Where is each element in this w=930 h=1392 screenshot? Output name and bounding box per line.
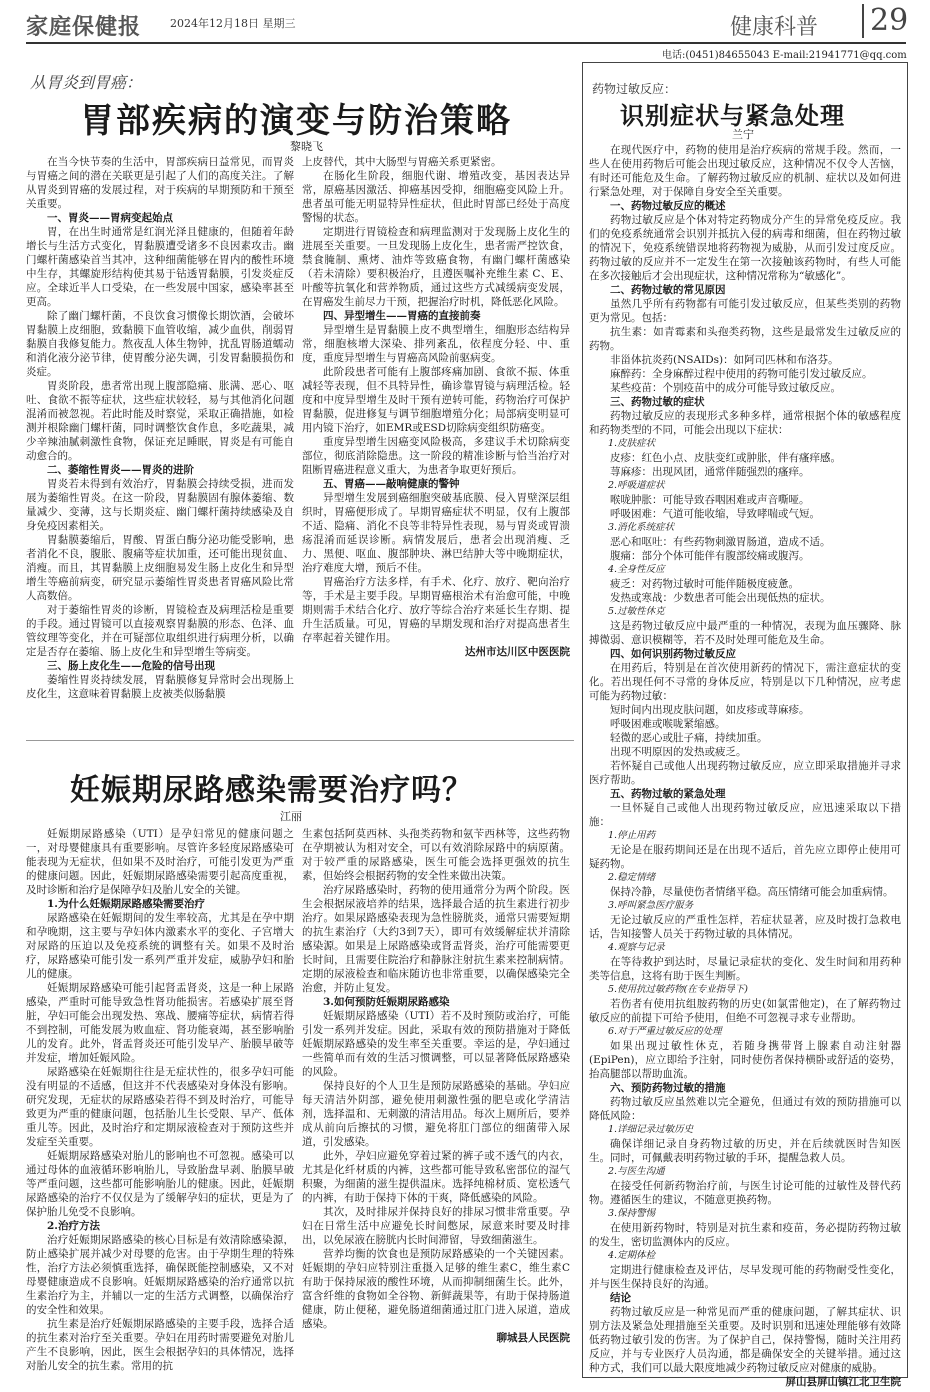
paragraph: 萎缩性胃炎持续发展，胃黏膜修复异常时会出现肠上皮化生，这意味着胃黏膜上皮被类似肠黏膜	[26, 674, 294, 700]
section-heading: 3.如何预防妊娠期尿路感染	[323, 996, 450, 1008]
paragraph: 治疗尿路感染时，药物的使用通常分为两个阶段。医生会根据尿液培养的结果，选择最合适的抗生素进行初步治疗。如果尿路感染表现为急性膀胱炎，通常只需要短期的抗生素治疗（大约3到7天），即可有效缓解症状并清除感染源。如果是上尿路感染或肾盂肾炎，治疗可能需要更长时间，且需要住院治疗和静脉注射抗生素来控制病情。定期的尿液检查和临床随访也非常重要，以确保感染完全治愈，并防止复发。	[302, 884, 570, 994]
paragraph: 对于萎缩性胃炎的诊断，胃镜检查及病理活检是重要的手段。通过胃镜可以直接观察胃黏膜的形态、色泽、血管纹理等变化，并在可疑部位取组织进行病理分析，以确定是否存在萎缩、肠上皮化生和异型增生等病变。	[26, 604, 294, 658]
paragraph: 尿路感染在妊娠期间的发生率较高，尤其是在孕中期和孕晚期，这主要与孕妇体内激素水平的变化、子宫增大对尿路的压迫以及免疫系统的调整有关。如果不及时治疗，尿路感染可能引发一系列严重并发症，威胁孕妇和胎儿的健康。	[26, 912, 294, 980]
paragraph: 治疗妊娠期尿路感染的核心目标是有效清除感染源，防止感染扩展并减少对母婴的危害。由于孕期生理的特殊性，治疗方法必须慎重选择，确保既能控制感染，又不对母婴健康造成不良影响。妊娠期尿路感染的治疗通常以抗生素治疗为主，并辅以一定的生活方式调整，以确保治疗的安全性和效果。	[26, 1234, 294, 1316]
paragraph: 一旦怀疑自己或他人出现药物过敏反应，应迅速采取以下措施：	[589, 802, 901, 828]
section-heading: 一、胃炎——胃病变起始点	[47, 212, 173, 224]
paragraph: 保持冷静，尽量使伤者情绪平稳。高压情绪可能会加重病情。	[610, 886, 894, 898]
paragraph: 药物过敏反应是个体对特定药物成分产生的异常免疫反应。我们的免疫系统通常会识别并抵抗入侵的病毒和细菌，但在药物过敏的情况下，免疫系统错误地将药物视为威胁，从而引发过度反应。药物过敏的反应并不一定发生在第一次接触该药物时，有些人可能在多次接触后才会出现症状，这种情况常称为“敏感化”。	[589, 214, 901, 282]
subheading: 4.观察与记录	[608, 942, 665, 953]
page-header	[0, 0, 930, 44]
paragraph: 在等待救护到达时，尽量记录症状的变化、发生时间和用药种类等信息，这将有助于医生判断。	[589, 956, 901, 982]
paragraph: 无论是在服药期间还是在出现不适后，首先应立即停止使用可疑药物。	[589, 844, 901, 870]
article-divider	[26, 740, 574, 741]
paragraph: 这是药物过敏反应中最严重的一种情况，表现为血压骤降、脉搏微弱、意识模糊等，若不及时处理可能危及生命。	[589, 620, 901, 646]
section-heading: 2.治疗方法	[47, 1220, 100, 1232]
paragraph: 虽然几乎所有药物都有可能引发过敏反应，但某些类别的药物更为常见。包括：	[589, 298, 901, 324]
paragraph: 药物过敏反应是一种常见而严重的健康问题，了解其症状、识别方法及紧急处理措施至关重要。及时识别和迅速处理能够有效降低药物过敏引发的伤害。为了保护自己，保持警惕，随时关注用药反应，并与专业医疗人员沟通，都是确保安全的关键举措。通过这种方式，我们可以最大限度地减少药物过敏反应对健康的威胁。	[589, 1306, 901, 1374]
paragraph: 定期进行健康检查及评估，尽早发现可能的药物耐受性变化，并与医生保持良好的沟通。	[589, 1264, 901, 1290]
paragraph: 胃，在出生时通常是红润光泽且健康的，但随着年龄增长与生活方式变化，胃黏膜遭受诸多不良因素攻击。幽门螺杆菌感染首当其冲，这种细菌能够在胃内的酸性环境中生存，其螺旋形结构使其易于钻透胃黏膜，引发炎症反应。全球近半人口受染，在一些发展中国家，感染率甚至更高。	[26, 226, 294, 308]
paragraph: 此阶段患者可能有上腹部疼痛加剧、食欲不振、体重减轻等表现，但不具特异性，确诊靠胃镜与病理活检。轻度和中度异型增生及时干预有逆转可能，药物治疗可保护胃黏膜，促进修复与调节细胞增殖分化；局部病变明显可用内镜下治疗，如EMR或ESD切除病变组织防癌变。	[302, 366, 570, 434]
subheading: 2.呼吸道症状	[608, 480, 665, 491]
article1-column-1	[26, 155, 294, 735]
paragraph: 恶心和呕吐：有些药物刺激胃肠道，造成不适。	[610, 536, 831, 548]
subheading: 3.呼叫紧急医疗服务	[608, 900, 694, 911]
paragraph: 定期进行胃镜检查和病理监测对于发现肠上皮化生的进展至关重要。一旦发现肠上皮化生，患者需严控饮食，禁食腌制、熏烤、油炸等致癌食物，有幽门螺杆菌感染（若未清除）要积极治疗，且遵医嘱补充维生素 C、E、叶酸等抗氧化和营养物质，通过这些方式减缓病变发展，在胃癌发生前尽力干预，把握治疗时机，降低恶化风险。	[302, 226, 570, 308]
subheading: 1.停止用药	[608, 830, 656, 841]
byline-institution: 聊城县人民医院	[496, 1332, 570, 1344]
article1-title: 胃部疾病的演变与防治策略	[80, 101, 512, 141]
subheading: 5.使用抗过敏药物(在专业指导下)	[608, 984, 748, 995]
section-heading: 四、如何识别药物过敏反应	[610, 648, 736, 660]
paragraph: 药物过敏反应的表现形式多种多样，通常根据个体的敏感程度和药物类型的不同，可能会出现以下症状：	[589, 410, 901, 436]
paragraph: 除了幽门螺杆菌，不良饮食习惯像长期饮酒，会破坏胃黏膜上皮细胞，致黏膜下血管收缩，减少血供，削弱胃黏膜自我修复能力。熬夜乱人体生物钟，扰乱胃肠道蠕动和消化液分泌节律，使胃酸分泌失调，引发胃黏膜损伤和炎症。	[26, 310, 294, 378]
article3-kicker: 药物过敏反应：	[592, 82, 677, 96]
paragraph: 妊娠期尿路感染可能引起肾盂肾炎，这是一种上尿路感染，严重时可能导致急性肾功能损害。若感染扩展至肾脏，孕妇可能会出现发热、寒战、腰痛等症状，病情若得不到控制，可能发展为败血症、肾功能衰竭，甚至影响胎儿的发育。此外，肾盂肾炎还可能引发早产、胎膜早破等并发症，增加妊娠风险。	[26, 982, 294, 1064]
article2-author: 江丽	[280, 810, 302, 823]
paragraph-continued: 上皮替代，其中大肠型与胃癌关系更紧密。	[302, 156, 502, 168]
section-heading: 二、萎缩性胃炎——胃炎的进阶	[47, 464, 194, 476]
paragraph: 皮疹：红色小点、皮肤变红或肿胀，伴有瘙痒感。	[610, 452, 841, 464]
paragraph: 妊娠期尿路感染（UTI）是孕妇常见的健康问题之一，对母婴健康具有重要影响。尽管许多轻度尿路感染可能表现为无症状，但如果不及时治疗，可能引发更为严重的健康问题。因此，妊娠期尿路感染需要引起高度重视，及时诊断和治疗是保障孕妇及胎儿安全的关键。	[26, 828, 294, 896]
paragraph: 呼吸困难或喉咙紧缩感。	[610, 718, 726, 730]
section-heading: 三、肠上皮化生——危险的信号出现	[47, 660, 215, 672]
paragraph: 在使用新药物时，特别是对抗生素和疫苗，务必提防药物过敏的发生，密切监测体内的反应。	[589, 1222, 901, 1248]
section-heading: 四、异型增生——胃癌的直接前奏	[323, 310, 481, 322]
masthead: 家庭保健报	[26, 14, 142, 40]
paragraph: 在肠化生阶段，细胞代谢、增殖改变，基因表达异常，原癌基因激活、抑癌基因受抑，细胞癌变风险上升。患者虽可能无明显特异性症状，但此时胃部已经处于高度警惕的状态。	[302, 170, 570, 224]
section-heading: 二、药物过敏的常见原因	[610, 284, 726, 296]
paragraph: 若怀疑自己或他人出现药物过敏反应，应立即采取措施并寻求医疗帮助。	[589, 760, 901, 786]
subheading: 3.消化系统症状	[608, 522, 675, 533]
subheading: 3.保持警惕	[608, 1208, 656, 1219]
paragraph: 某些疫苗：个别疫苗中的成分可能导致过敏反应。	[610, 382, 841, 394]
article3-body	[589, 143, 901, 1388]
paragraph: 药物过敏反应虽然难以完全避免，但通过有效的预防措施可以降低风险：	[589, 1096, 901, 1122]
paragraph: 喉咙肿胀：可能导致吞咽困难或声音嘶哑。	[610, 494, 810, 506]
paragraph-continued: 生素包括阿莫西林、头孢类药物和氨苄西林等，这些药物在孕期被认为相对安全，可以有效消除尿路中的病原菌。对于较严重的尿路感染，医生可能会选择更强效的抗生素，但始终会根据药物的安全性来做出决策。	[302, 828, 570, 882]
paragraph: 呼吸困难：气道可能收缩，导致哮喘或气短。	[610, 508, 820, 520]
article1-kicker: 从胃炎到胃癌：	[30, 73, 143, 92]
section-heading: 五、胃癌——敲响健康的警钟	[323, 478, 460, 490]
section-heading: 一、药物过敏反应的概述	[610, 200, 726, 212]
paragraph: 如果出现过敏性休克，若随身携带肾上腺素自动注射器(EpiPen)，应立即给予注射，同时使伤者保持横卧或舒适的姿势，抬高腿部以帮助血流。	[589, 1040, 901, 1080]
paragraph: 异型增生是胃黏膜上皮不典型增生，细胞形态结构异常，细胞核增大深染、排列紊乱，依程度分轻、中、重度，重度异型增生与胃癌高风险前驱病变。	[302, 324, 570, 364]
subheading: 2.与医生沟通	[608, 1166, 665, 1177]
paragraph: 短时间内出现皮肤问题，如皮疹或荨麻疹。	[610, 704, 810, 716]
article3-title: 识别症状与紧急处理	[620, 101, 845, 130]
paragraph: 胃炎若未得到有效治疗，胃黏膜会持续受损，进而发展为萎缩性胃炎。在这一阶段，胃黏膜固有腺体萎缩、数量减少、变薄，这与长期炎症、幽门螺杆菌持续感染及自身免疫因素相关。	[26, 478, 294, 532]
subheading: 1.皮肤症状	[608, 438, 656, 449]
paragraph: 在现代医疗中，药物的使用是治疗疾病的常规手段。然而，一些人在使用药物后可能会出现过敏反应，这种情况不仅令人苦恼，有时还可能危及生命。了解药物过敏反应的机制、症状以及如何进行紧急处理，对于保障自身安全至关重要。	[589, 144, 901, 198]
page-number: 29	[862, 4, 908, 38]
paragraph: 发热或寒战：少数患者可能会出现低热的症状。	[610, 592, 831, 604]
header-rule	[26, 42, 906, 44]
section-title: 健康科普	[730, 15, 819, 40]
paragraph: 其次，及时排尿并保持良好的排尿习惯非常重要。孕妇在日常生活中应避免长时间憋尿，尿意来时要及时排出，以免尿液在膀胱内长时间滞留，导致细菌滋生。	[302, 1206, 570, 1246]
section-heading: 三、药物过敏的症状	[610, 396, 705, 408]
paragraph: 妊娠期尿路感染（UTI）若不及时预防或治疗，可能引发一系列并发症。因此，采取有效的预防措施对于降低妊娠期尿路感染的发生率至关重要。幸运的是，孕妇通过一些简单而有效的生活习惯调整，可以显著降低尿路感染的风险。	[302, 1010, 570, 1078]
paragraph: 抗生素：如青霉素和头孢类药物，这些是最常发生过敏反应的药物。	[589, 326, 901, 352]
paragraph: 保持良好的个人卫生是预防尿路感染的基础。孕妇应每天清洁外阴部，避免使用刺激性强的肥皂或化学清洁剂，选择温和、无刺激的清洁用品。每次上厕所后，要养成从前向后擦拭的习惯，避免将肛门部位的细菌带入尿道，引发感染。	[302, 1080, 570, 1148]
subheading: 4.全身性反应	[608, 564, 665, 575]
byline-institution: 达州市达川区中医医院	[465, 646, 570, 658]
paragraph: 胃黏膜萎缩后，胃酸、胃蛋白酶分泌功能受影响，患者消化不良，腹胀、腹痛等症状加重，还可能出现贫血、消瘦。而且，其胃黏膜上皮细胞易发生肠上皮化生和异型增生等癌前病变，研究显示萎缩性胃炎患者胃癌风险比常人高数倍。	[26, 534, 294, 602]
subheading: 2.稳定情绪	[608, 872, 656, 883]
paragraph: 此外，孕妇应避免穿着过紧的裤子或不透气的内衣，尤其是化纤材质的内裤，这些都可能导致私密部位的湿气积聚，为细菌的滋生提供温床。选择纯棉材质、宽松透气的内裤，有助于保持下体的干爽，降低感染的风险。	[302, 1150, 570, 1204]
section-heading: 六、预防药物过敏的措施	[610, 1082, 726, 1094]
paragraph: 胃癌治疗方法多样，有手术、化疗、放疗、靶向治疗等，手术是主要手段。早期胃癌根治术有治愈可能，中晚期则需手术结合化疗、放疗等综合治疗来延长生存期、提升生活质量。可见，胃癌的早期发现和治疗对提高患者生存率起着关键作用。	[302, 576, 570, 644]
article1-author: 黎晓飞	[290, 140, 323, 153]
article3-author: 兰宁	[732, 128, 754, 141]
paragraph: 在接受任何新药物治疗前，与医生讨论可能的过敏性及替代药物。遵循医生的建议，不随意更换药物。	[589, 1180, 901, 1206]
section-heading: 1.为什么妊娠期尿路感染需要治疗	[47, 898, 205, 910]
article2-title: 妊娠期尿路感染需要治疗吗？	[70, 773, 473, 808]
paragraph: 在用药后，特别是在首次使用新药的情况下，需注意症状的变化。若出现任何不寻常的身体反应，特别是以下几种情况，应考虑可能为药物过敏：	[589, 662, 901, 702]
paragraph: 异型增生发展到癌细胞突破基底膜、侵入胃壁深层组织时，胃癌便形成了。早期胃癌症状不明显，仅有上腹部不适、隐痛、消化不良等非特异性表现，易与胃炎或胃溃疡混淆而延误诊断。病情发展后，患者会出现消瘦、乏力、黑便、呕血、腹部肿块、淋巴结肿大等中晚期症状，治疗难度大增，预后不佳。	[302, 492, 570, 574]
paragraph: 抗生素是治疗妊娠期尿路感染的主要手段，选择合适的抗生素对治疗至关重要。孕妇在用药时需要避免对胎儿产生不良影响，因此，医生会根据孕妇的具体情况，选择对胎儿安全的抗生素。常用的抗	[26, 1318, 294, 1372]
paragraph: 尿路感染在妊娠期往往是无症状性的，很多孕妇可能没有明显的不适感，但这并不代表感染对身体没有影响。研究发现，无症状的尿路感染若得不到及时治疗，可能导致更为严重的健康问题，包括胎儿生长受限、早产、低体重儿等。因此，及时治疗和定期尿液检查对于预防这些并发症至关重要。	[26, 1066, 294, 1148]
section-heading: 结论	[610, 1292, 631, 1304]
section-heading: 五、药物过敏的紧急处理	[610, 788, 726, 800]
subheading: 4.定期体检	[608, 1250, 656, 1261]
paragraph: 非甾体抗炎药(NSAIDs)：如阿司匹林和布洛芬。	[610, 354, 839, 366]
subheading: 6.对于严重过敏反应的处理	[608, 1026, 722, 1037]
article1-column-2	[302, 155, 570, 735]
paragraph: 无论过敏反应的严重性怎样，若症状显著，应及时拨打急救电话，告知接警人员关于药物过敏的具体情况。	[589, 914, 901, 940]
paragraph: 在当今快节奏的生活中，胃部疾病日益常见，而胃炎与胃癌之间的潜在关联更是引起了人们的高度关注。了解从胃炎到胃癌的发展过程，对于疾病的早期预防和干预至关重要。	[26, 156, 294, 210]
subheading: 1.详细记录过敏历史	[608, 1124, 694, 1135]
paragraph: 确保详细记录自身药物过敏的历史，并在后续就医时告知医生。同时，可佩戴表明药物过敏的手环，提醒急救人员。	[589, 1138, 901, 1164]
issue-date: 2024年12月18日 星期三	[170, 17, 296, 30]
paragraph: 疲乏：对药物过敏时可能伴随极度疲惫。	[610, 578, 799, 590]
paragraph: 妊娠期尿路感染对胎儿的影响也不可忽视。感染可以通过母体的血液循环影响胎儿，导致胎盘早剥、胎膜早破等严重问题，这些都可能影响胎儿的健康。因此，妊娠期尿路感染的治疗不仅仅是为了缓解孕妇的症状，更是为了保护胎儿免受不良影响。	[26, 1150, 294, 1218]
paragraph: 若伤者有使用抗组胺药物的历史(如氯雷他定)，在了解药物过敏反应的前提下可给予使用，但绝不可忽视寻求专业帮助。	[589, 998, 901, 1024]
paragraph: 重度异型增生因癌变风险极高，多建议手术切除病变部位，彻底消除隐患。这一阶段的精准诊断与恰当治疗对阻断胃癌进程意义重大，为患者争取更好预后。	[302, 436, 570, 476]
byline-institution: 屏山县屏山镇江北卫生院	[785, 1376, 901, 1388]
paragraph: 麻醉药：全身麻醉过程中使用的药物可能引发过敏反应。	[610, 368, 873, 380]
contact-info: 电话:(0451)84655043 E-mail:21941771@qq.com	[662, 50, 907, 61]
subheading: 5.过敏性休克	[608, 606, 665, 617]
paragraph: 轻微的恶心或肚子痛，持续加重。	[610, 732, 768, 744]
paragraph: 腹痛：部分个体可能伴有腹部绞痛或腹泻。	[610, 550, 810, 562]
paragraph: 胃炎阶段，患者常出现上腹部隐痛、胀满、恶心、呕吐、食欲不振等症状，这些症状较轻，易与其他消化问题混淆而被忽视。若此时能及时察觉，采取正确措施，如检测并根除幽门螺杆菌，同时调整饮食作息，多吃蔬果，减少辛辣油腻刺激性食物，保证充足睡眠，胃炎是有可能自动愈合的。	[26, 380, 294, 462]
paragraph: 出现不明原因的发热或疲乏。	[610, 746, 747, 758]
paragraph: 荨麻疹：出现风团，通常伴随强烈的瘙痒。	[610, 466, 810, 478]
paragraph: 营养均衡的饮食也是预防尿路感染的一个关键因素。妊娠期的孕妇应特别注重摄入足够的维生素C，维生素C有助于保持尿液的酸性环境，从而抑制细菌生长。此外，富含纤维的食物如全谷物、新鲜蔬果等，有助于保持肠道健康，防止便秘，避免肠道细菌通过肛门进入尿道，造成感染。	[302, 1248, 570, 1330]
article2-column-1	[26, 827, 294, 1372]
article2-column-2	[302, 827, 570, 1367]
